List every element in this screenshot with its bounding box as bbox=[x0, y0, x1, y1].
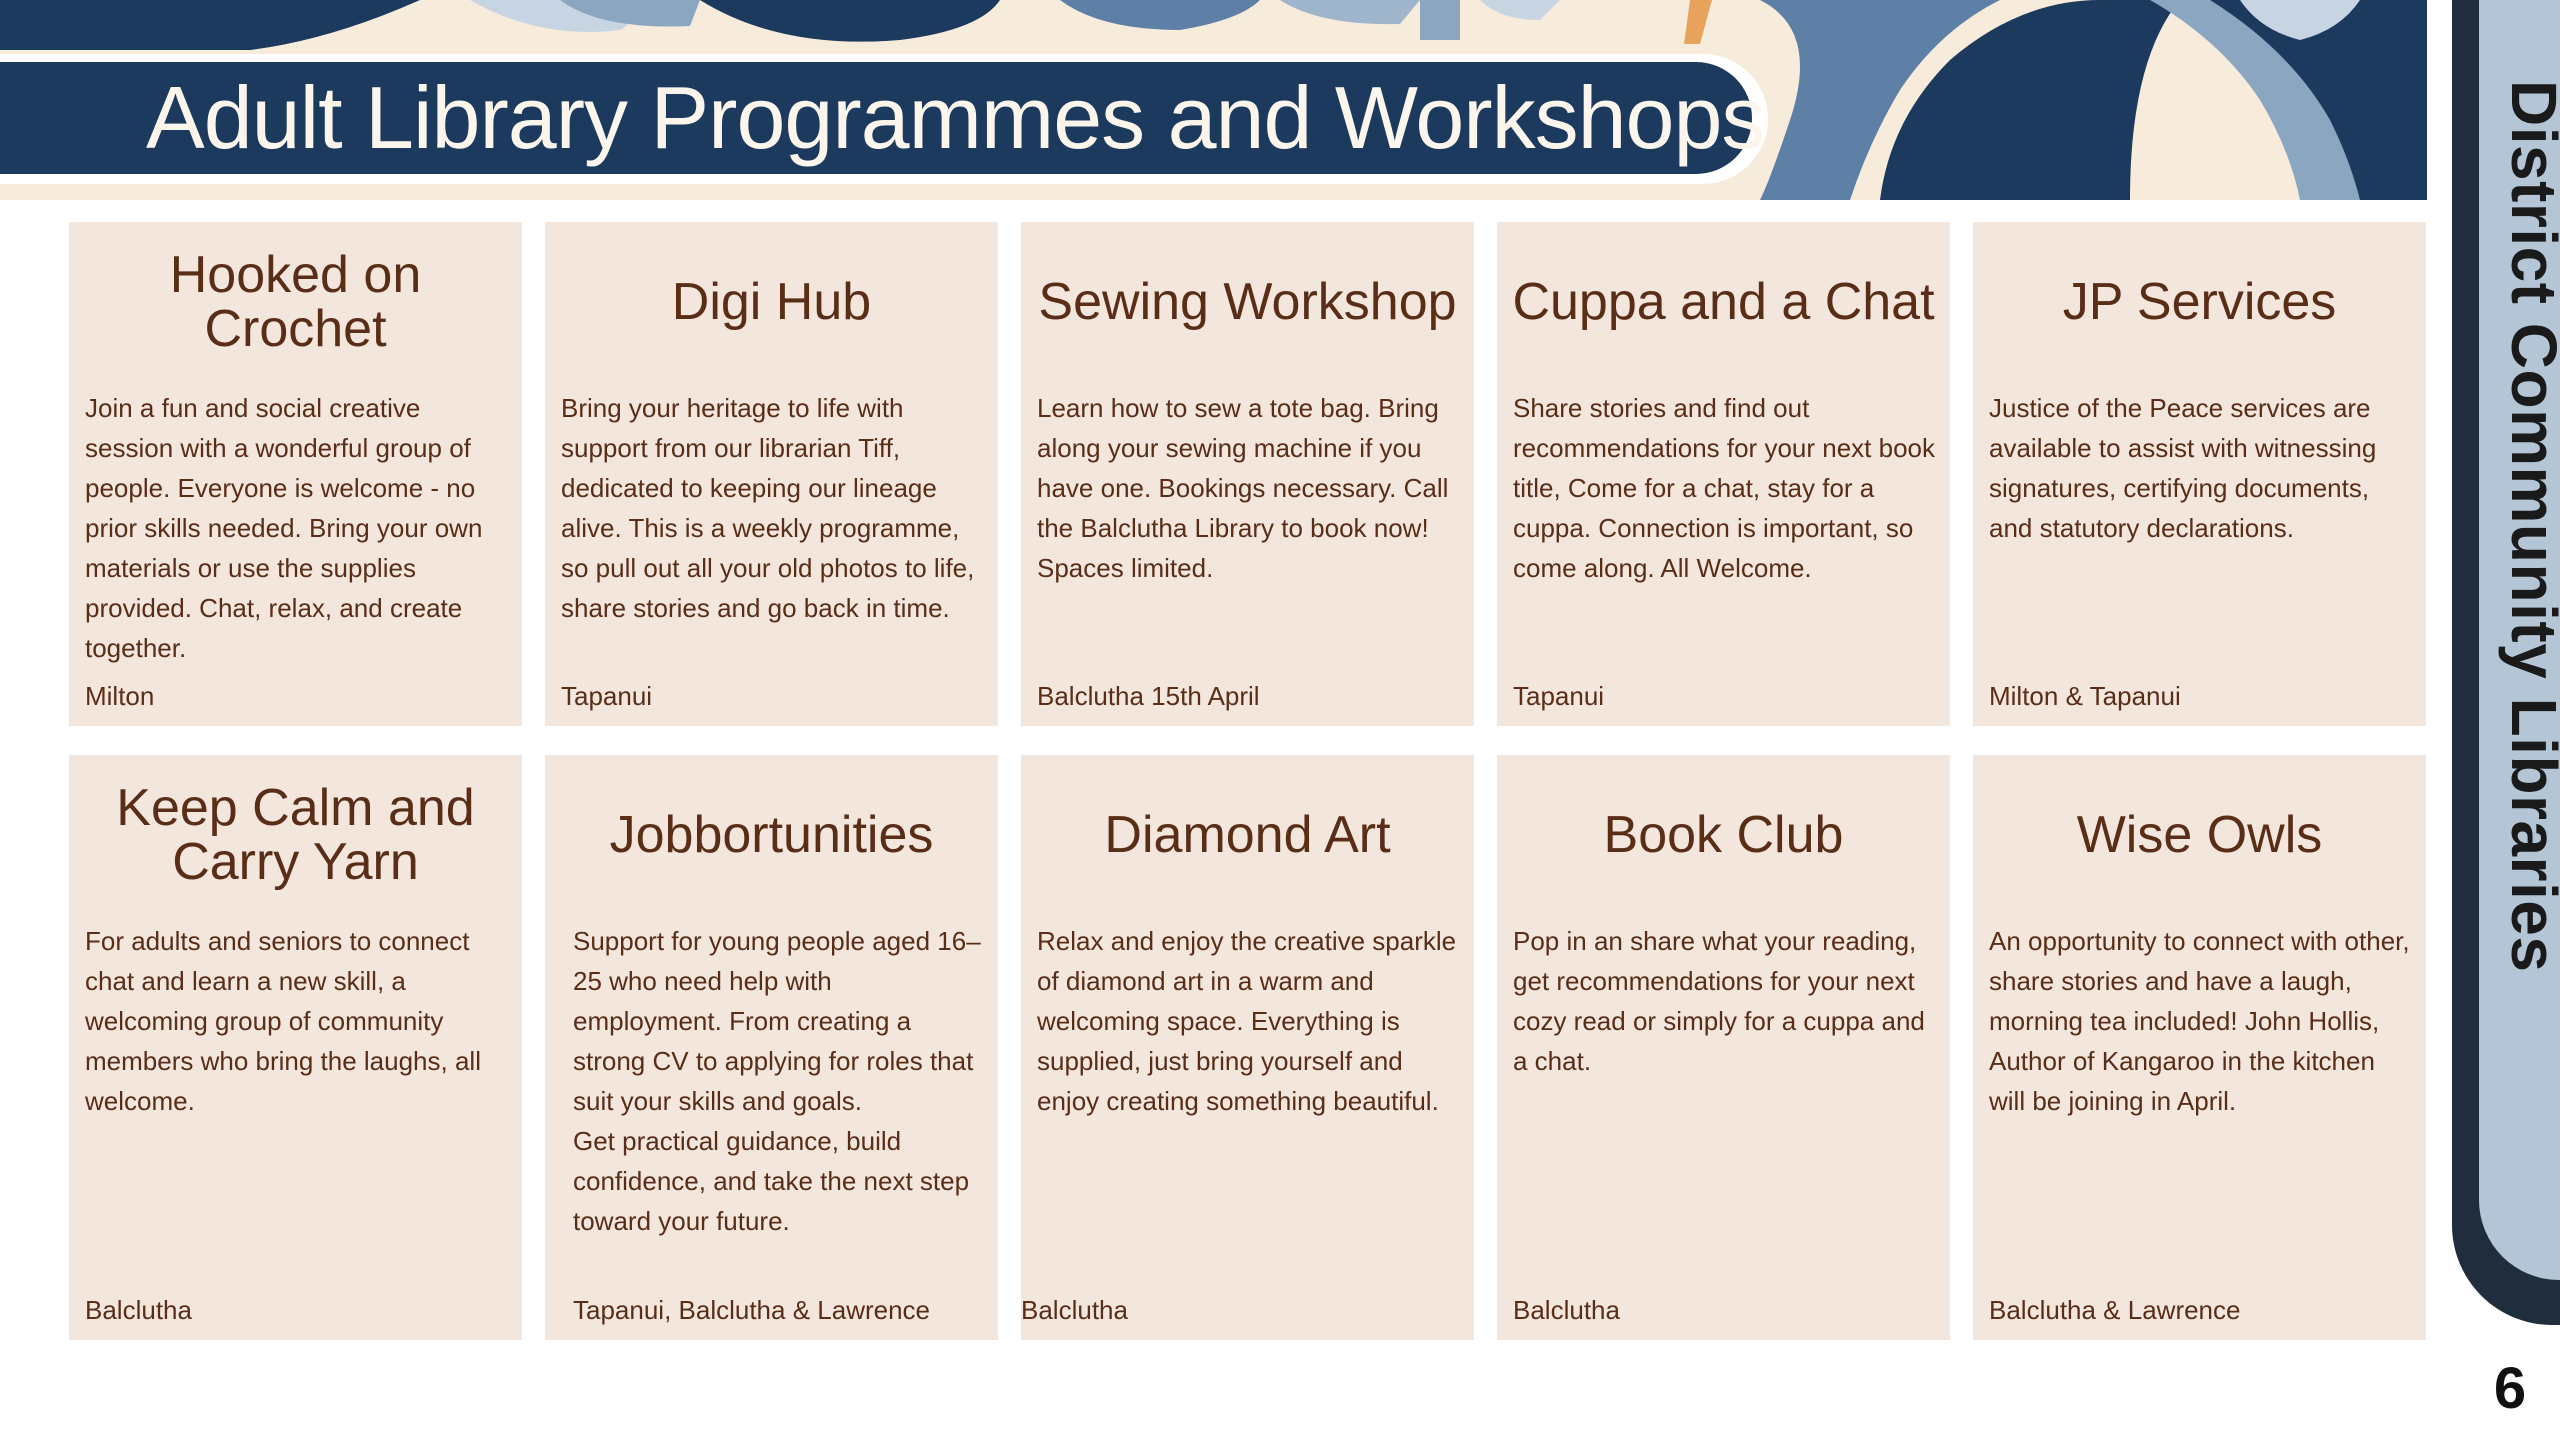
program-card bbox=[1497, 755, 1950, 1340]
card-location: Balclutha bbox=[1513, 1295, 1620, 1325]
card-title: Diamond Art bbox=[1104, 806, 1391, 864]
card-description: Join a fun and social creative session with a wonderful group of people. Everyone is welcome - no prior skills needed. Bring your own materials or use the supplies provided. Chat, relax, and create together. bbox=[85, 393, 483, 663]
side-tab-label: District Community Libraries bbox=[2498, 80, 2570, 973]
card-location: Balclutha & Lawrence bbox=[1989, 1295, 2241, 1325]
program-card bbox=[1021, 755, 1474, 1340]
program-card bbox=[545, 222, 998, 726]
card-title: Digi Hub bbox=[671, 273, 872, 331]
card-location: Milton & Tapanui bbox=[1989, 681, 2181, 711]
card-title: Sewing Workshop bbox=[1038, 273, 1457, 331]
card-title: Cuppa and a Chat bbox=[1512, 273, 1935, 331]
card-description: Relax and enjoy the creative sparkle of diamond art in a warm and welcoming space. Everything is supplied, just bring yourself and enjoy creating something beautiful. bbox=[1037, 926, 1457, 1116]
page-title: Adult Library Programmes and Workshops bbox=[146, 68, 1765, 167]
program-card bbox=[1973, 222, 2426, 726]
card-location: Milton bbox=[85, 681, 155, 711]
card-description: Justice of the Peace services are available to assist with witnessing signatures, certifying documents, and statutory declarations. bbox=[1989, 393, 2377, 543]
program-card bbox=[69, 222, 522, 726]
card-location: Tapanui bbox=[1513, 681, 1605, 711]
card-description: Bring your heritage to life with support from our librarian Tiff, dedicated to keeping our lineage alive. This is a weekly programme, so pull out all your old photos to life, share stories and go back in time. bbox=[561, 393, 975, 623]
title-bar bbox=[0, 62, 1765, 174]
card-location: Balclutha 15th April bbox=[1037, 681, 1260, 711]
program-card bbox=[69, 755, 522, 1340]
card-location: Tapanui, Balclutha & Lawrence bbox=[573, 1295, 931, 1325]
card-title: Keep Calm and Carry Yarn bbox=[116, 779, 475, 891]
card-title: JP Services bbox=[2062, 273, 2337, 331]
card-location: Tapanui bbox=[561, 681, 653, 711]
card-description: An opportunity to connect with other, share stories and have a laugh, morning tea included! John Hollis, Author of Kangaroo in the kitchen will be joining in April. bbox=[1989, 926, 2410, 1116]
program-card bbox=[1497, 222, 1950, 726]
card-title: Hooked on Crochet bbox=[169, 246, 422, 358]
program-card bbox=[545, 755, 998, 1340]
program-card bbox=[1973, 755, 2426, 1340]
program-card bbox=[1021, 222, 1474, 726]
card-title: Book Club bbox=[1603, 806, 1844, 864]
page-number: 6 bbox=[2493, 1356, 2527, 1421]
card-description: For adults and seniors to connect chat and learn a new skill, a welcoming group of community members who bring the laughs, all welcome. bbox=[85, 926, 481, 1116]
card-description: Pop in an share what your reading, get recommendations for your next cozy read or simply for a cuppa and a chat. bbox=[1513, 926, 1925, 1076]
card-location: Balclutha bbox=[1021, 1295, 1128, 1325]
card-description: Learn how to sew a tote bag. Bring along your sewing machine if you have one. Bookings necessary. Call the Balclutha Library to book now! Spaces limited. bbox=[1037, 393, 1449, 583]
card-description: Share stories and find out recommendations for your next book title, Come for a chat, stay for a cuppa. Connection is important, so come along. All Welcome. bbox=[1513, 393, 1935, 583]
card-title: Jobbortunities bbox=[609, 806, 934, 864]
card-location: Balclutha bbox=[85, 1295, 192, 1325]
card-description: Support for young people aged 16–25 who need help with employment. From creating a strong CV to applying for roles that suit your skills and goals. Get practical guidance, build confidence, and take the next step toward your future. bbox=[573, 926, 981, 1236]
card-title: Wise Owls bbox=[2076, 806, 2323, 864]
